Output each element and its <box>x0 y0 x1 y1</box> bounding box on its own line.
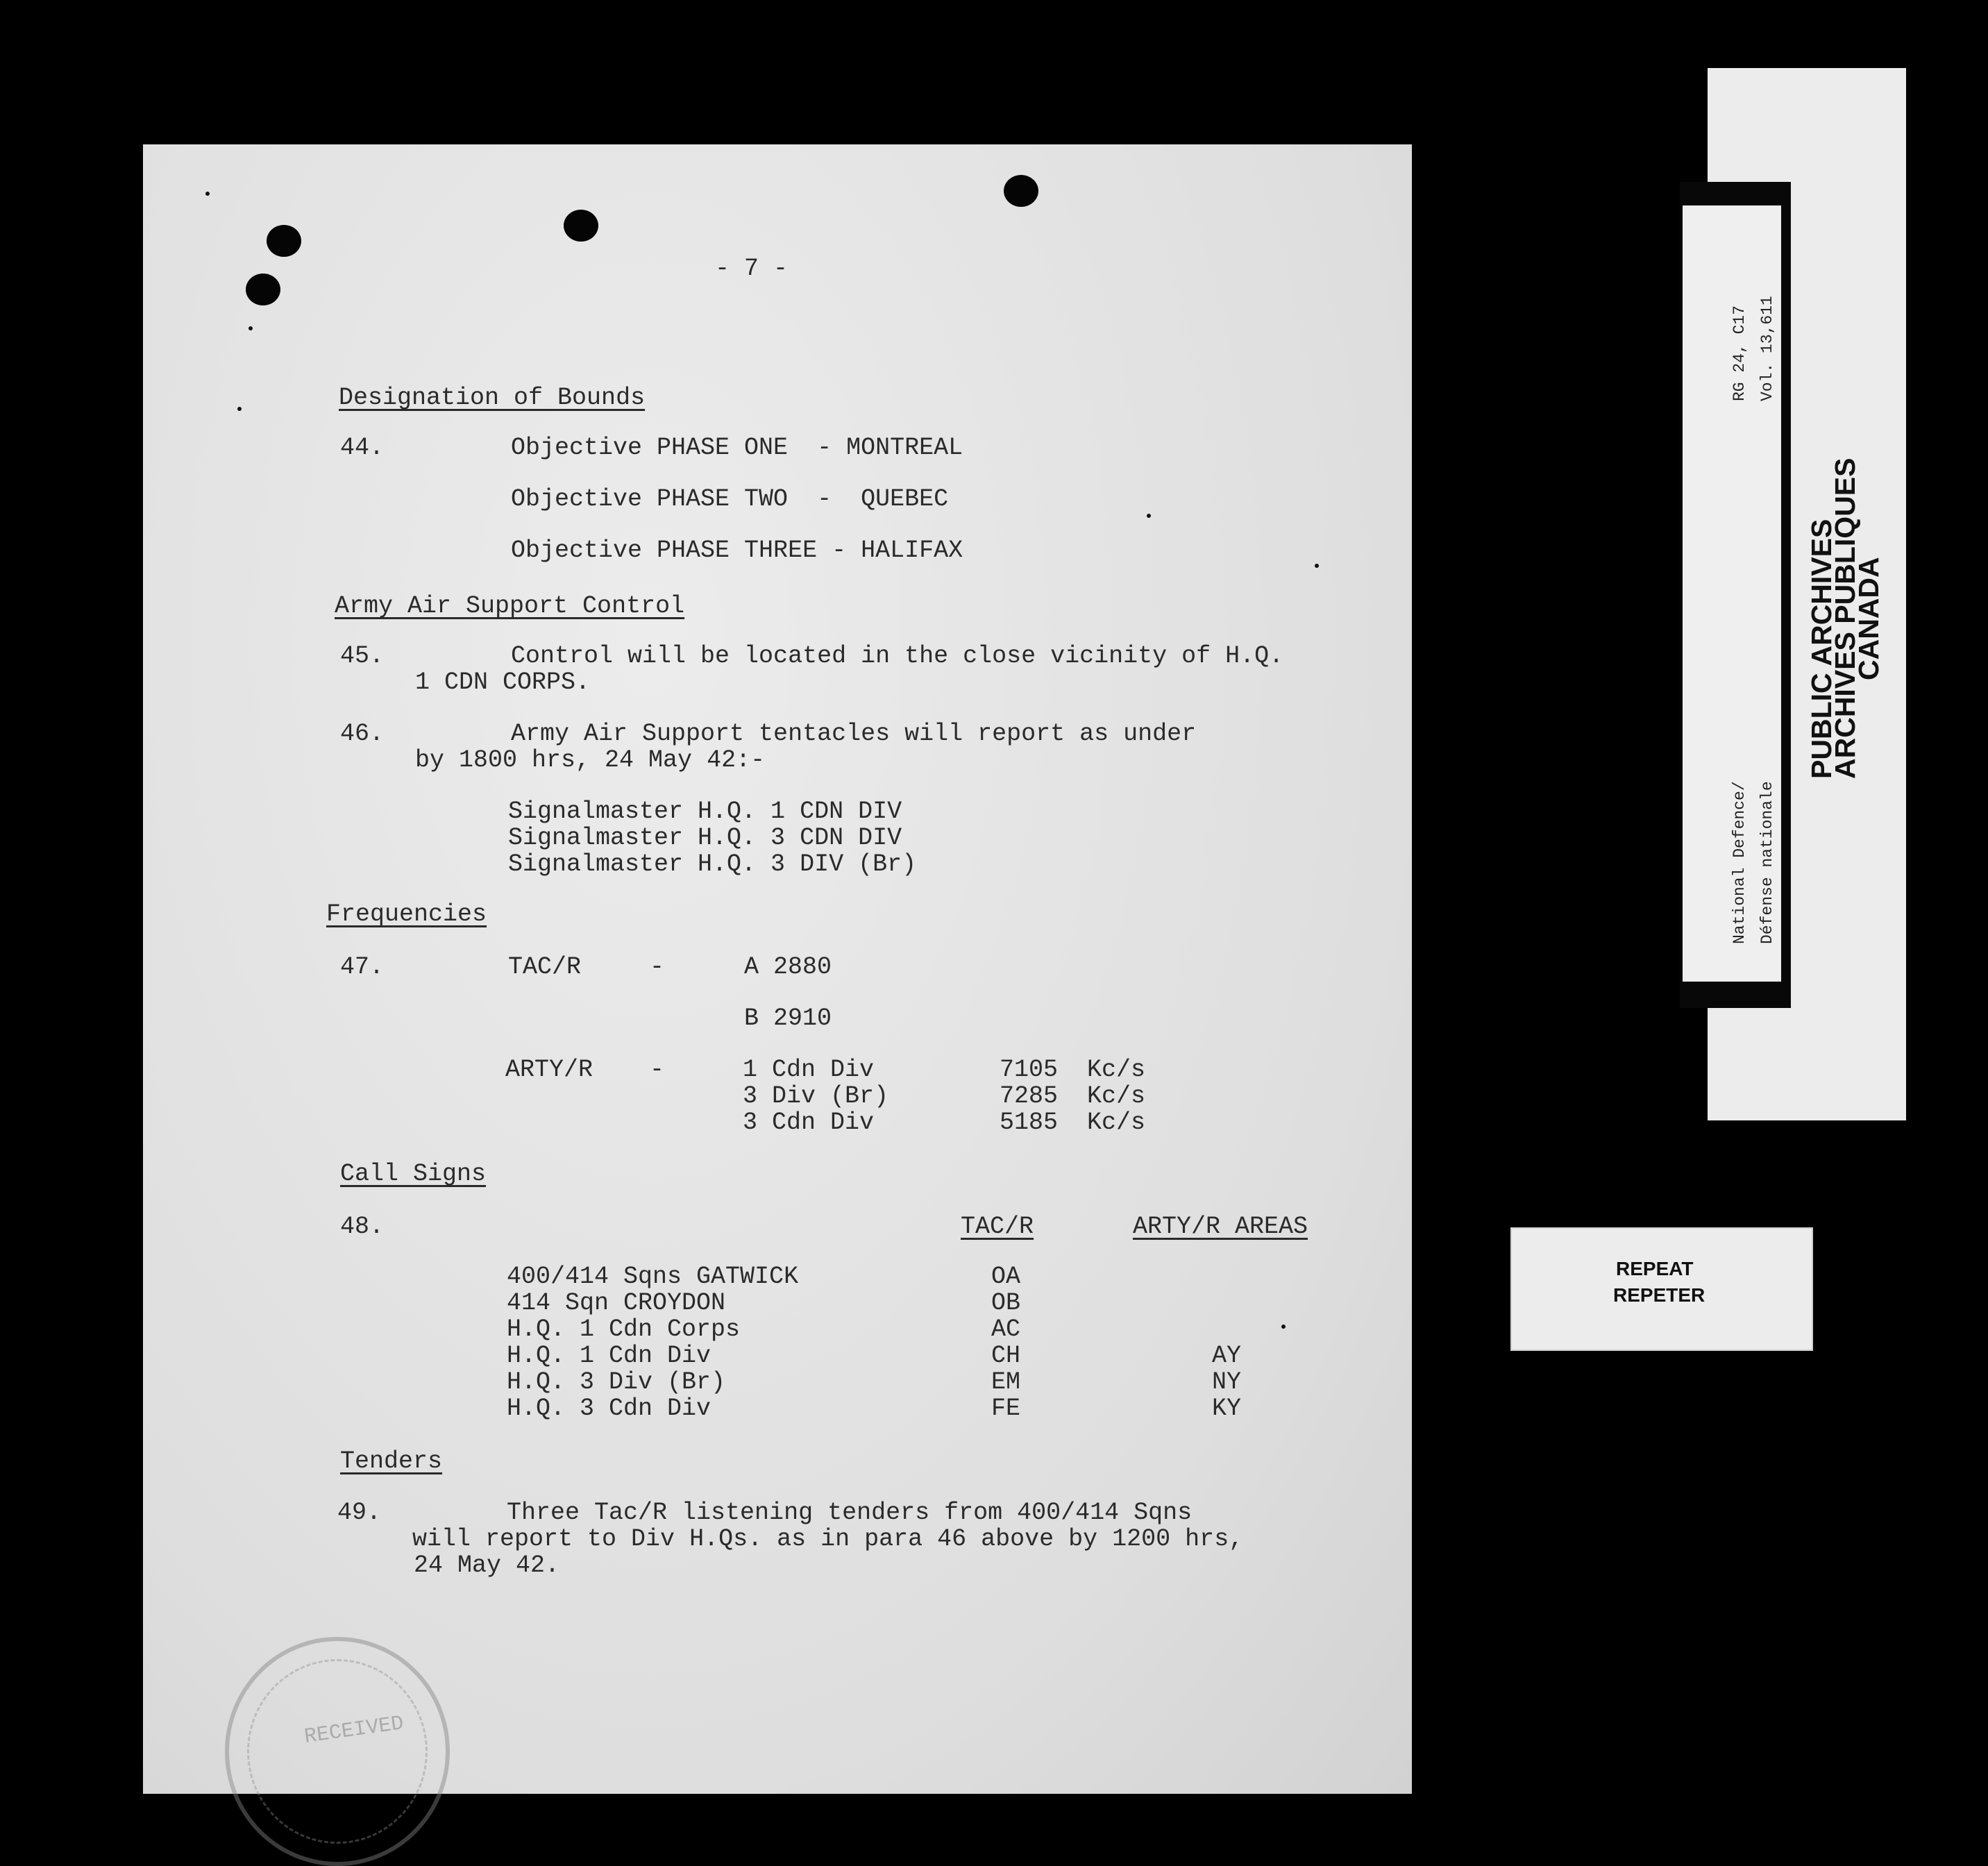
para-49-line-1: Three Tac/R listening tenders from 400/414 Sqns <box>507 1499 1193 1527</box>
speck-icon <box>1147 514 1151 518</box>
objective-phase-three: Objective PHASE THREE - HALIFAX <box>511 537 963 564</box>
speck-icon <box>1281 1325 1286 1329</box>
punch-hole-icon <box>564 210 598 242</box>
para-number-44: 44. <box>340 434 385 462</box>
repeat-label <box>1510 1227 1813 1351</box>
speck-icon <box>248 326 253 330</box>
department-line-1: National Defence/ <box>1730 781 1749 944</box>
col-header-tacr: TAC/R <box>961 1213 1034 1241</box>
call-sign-tacr: AC <box>991 1316 1021 1343</box>
tacr-label: TAC/R <box>508 953 582 981</box>
para-45-line-1: Control will be located in the close vicinity of H.Q. <box>511 642 1284 670</box>
arty-freq: 5185 <box>1000 1109 1059 1136</box>
col-header-arty-areas: ARTY/R AREAS <box>1133 1213 1308 1241</box>
call-sign-arty: NY <box>1212 1368 1242 1396</box>
signalmaster-item: Signalmaster H.Q. 1 CDN DIV <box>508 798 902 825</box>
tacr-frequency: A 2880 <box>744 953 832 981</box>
speck-icon <box>237 407 242 411</box>
para-49-line-2: will report to Div H.Qs. as in para 46 above by 1200 hrs, <box>412 1525 1244 1553</box>
tacr-frequency: B 2910 <box>744 1005 832 1032</box>
call-sign-name: 400/414 Sqns GATWICK <box>507 1263 799 1291</box>
para-49-line-3: 24 May 42. <box>414 1552 560 1579</box>
archive-reference-line-2: Vol. 13,611 <box>1758 296 1776 401</box>
archive-name-line-1: PUBLIC ARCHIVES <box>1805 519 1837 779</box>
punch-hole-icon <box>1004 175 1038 207</box>
archive-reference-line-1: RG 24, C17 <box>1730 305 1749 401</box>
arty-label: ARTY/R <box>505 1056 593 1084</box>
document-page <box>143 144 1412 1794</box>
archive-name-line-2: ARCHIVES PUBLIQUES <box>1829 457 1861 779</box>
call-sign-arty: AY <box>1212 1342 1242 1370</box>
heading-designation-of-bounds: Designation of Bounds <box>339 384 646 412</box>
call-sign-name: H.Q. 3 Div (Br) <box>507 1368 726 1396</box>
heading-tenders: Tenders <box>340 1447 443 1475</box>
arty-units: Kc/s <box>1087 1082 1146 1110</box>
para-46-line-1: Army Air Support tentacles will report as under <box>511 720 1197 748</box>
repeat-label-line-1: REPEAT <box>1616 1258 1694 1279</box>
signalmaster-item: Signalmaster H.Q. 3 CDN DIV <box>508 824 902 852</box>
para-number-47: 47. <box>340 953 385 981</box>
heading-call-signs: Call Signs <box>340 1160 487 1188</box>
call-sign-tacr: EM <box>991 1368 1021 1396</box>
received-stamp <box>225 1637 450 1866</box>
call-sign-arty: KY <box>1212 1395 1242 1422</box>
repeat-label-line-2: REPETER <box>1613 1284 1705 1306</box>
para-46-line-2: by 1800 hrs, 24 May 42:- <box>415 746 766 774</box>
speck-icon <box>1315 564 1319 568</box>
archive-name-line-3: CANADA <box>1853 557 1885 680</box>
call-sign-name: H.Q. 3 Cdn Div <box>507 1395 711 1422</box>
signalmaster-item: Signalmaster H.Q. 3 DIV (Br) <box>508 850 917 878</box>
call-sign-name: H.Q. 1 Cdn Corps <box>507 1316 741 1343</box>
punch-hole-icon <box>267 225 301 257</box>
arty-units: Kc/s <box>1087 1109 1146 1136</box>
department-line-2: Défense nationale <box>1758 781 1776 944</box>
arty-units: Kc/s <box>1087 1056 1146 1084</box>
para-number-48: 48. <box>340 1213 385 1241</box>
arty-freq: 7285 <box>1000 1082 1059 1110</box>
call-sign-tacr: CH <box>991 1342 1021 1370</box>
arty-freq: 7105 <box>1000 1056 1059 1084</box>
arty-unit: 1 Cdn Div <box>743 1056 875 1084</box>
arty-unit: 3 Cdn Div <box>743 1109 875 1136</box>
stamp-text: RECEIVED <box>303 1712 405 1749</box>
heading-frequencies: Frequencies <box>326 900 487 928</box>
para-number-49: 49. <box>337 1499 382 1527</box>
call-sign-tacr: FE <box>991 1395 1021 1422</box>
heading-army-air-support-control: Army Air Support Control <box>335 592 685 620</box>
arty-dash: - <box>650 1056 665 1084</box>
speck-icon <box>205 192 210 196</box>
call-sign-tacr: OB <box>991 1289 1021 1317</box>
objective-phase-two: Objective PHASE TWO - QUEBEC <box>511 485 949 513</box>
punch-hole-icon <box>246 274 280 305</box>
call-sign-name: 414 Sqn CROYDON <box>507 1289 726 1317</box>
arty-unit: 3 Div (Br) <box>743 1082 889 1110</box>
objective-phase-one: Objective PHASE ONE - MONTREAL <box>511 434 963 462</box>
tacr-dash: - <box>650 953 665 981</box>
call-sign-name: H.Q. 1 Cdn Div <box>507 1342 711 1370</box>
para-number-46: 46. <box>340 720 385 748</box>
para-45-line-2: 1 CDN CORPS. <box>415 669 591 696</box>
page-number: - 7 - <box>715 255 789 283</box>
para-number-45: 45. <box>340 642 385 670</box>
call-sign-tacr: OA <box>991 1263 1021 1291</box>
